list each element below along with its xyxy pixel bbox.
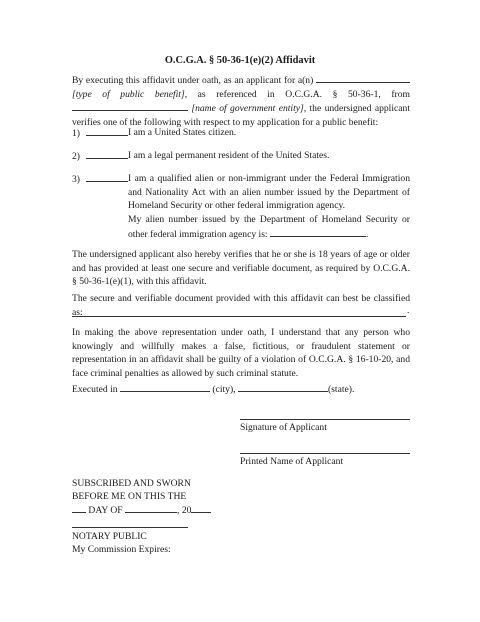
intro-part-5: , the undersigned applicant verifies one of the following with respect to my application for a public benefit:: [72, 103, 410, 128]
notary-block: [72, 530, 171, 556]
document-title: O.C.G.A. § 50-36-1(e)(2) Affidavit: [164, 55, 316, 66]
notary-signature-line[interactable]: [72, 527, 188, 528]
sworn-line-3: DAY OF , 20: [72, 503, 211, 517]
city-blank[interactable]: [120, 382, 210, 392]
penalty-statement: In making the above representation under oath, I understand that any person who knowingly and willfully makes a false, fictitious, or fraudulent statement or representation in an affidavit shall be guilty of a violation of O.C.G.A. § 16-10-20, and face criminal penalties as allowed by such criminal statute.: [72, 327, 410, 379]
executed-in-line: Executed in (city), (state).: [72, 384, 355, 395]
benefit-type-blank[interactable]: [316, 73, 410, 83]
alien-number-blank[interactable]: [270, 227, 366, 237]
signature-label: Signature of Applicant: [240, 422, 327, 433]
printed-name-line[interactable]: [240, 453, 410, 454]
state-blank[interactable]: [238, 382, 328, 392]
intro-part-3: , as referenced in O.C.G.A. § 50-36-1, from: [184, 88, 410, 100]
intro-part-1: By executing this affidavit under oath, as an applicant for a(n): [72, 75, 314, 86]
printed-name-label: Printed Name of Applicant: [240, 456, 344, 467]
commission-label: My Commission Expires:: [72, 544, 171, 555]
item-1-blank[interactable]: [86, 126, 128, 136]
document-class-period: .: [407, 305, 410, 316]
item-1-number: 1): [72, 126, 128, 141]
day-blank[interactable]: [72, 503, 86, 513]
age-statement: The undersigned applicant also hereby verifies that he or she is 18 years of age or older and has provided at least one secure and verifiable document, as required by O.C.G.A. § 50-36-1(e)(1), with this affidavit.: [72, 249, 410, 287]
alien-number-paragraph: My alien number issued by the Department of Homeland Security or other federal immigration agency is: .: [128, 214, 410, 240]
item-2-text: I am a legal permanent resident of the United States.: [128, 150, 330, 161]
entity-name-hint: [name of government entity]: [191, 103, 304, 114]
item-3-blank[interactable]: [86, 172, 128, 182]
sworn-line-2: BEFORE ME ON THIS THE: [72, 491, 187, 502]
entity-name-blank[interactable]: [72, 101, 188, 111]
item-3-text: I am a qualified alien or non-immigrant under the Federal Immigration and Nationality Act with an alien number issued by the Department of Homeland Security or other federal immigration agency.: [128, 173, 410, 211]
month-blank[interactable]: [125, 503, 177, 513]
document-class-blank[interactable]: [72, 307, 406, 317]
sworn-block: [72, 477, 211, 517]
intro-paragraph: [72, 73, 410, 129]
sworn-line-1: SUBSCRIBED AND SWORN: [72, 478, 191, 489]
item-2-blank[interactable]: [86, 149, 128, 159]
notary-label: NOTARY PUBLIC: [72, 531, 147, 542]
item-1-text: I am a United States citizen.: [128, 127, 237, 138]
document-statement: The secure and verifiable document provided with this affidavit can best be classified as:: [72, 293, 410, 318]
benefit-type-hint: [type of public benefit]: [72, 88, 185, 100]
item-2-number: 2): [72, 149, 128, 164]
signature-line[interactable]: [240, 419, 410, 420]
year-blank[interactable]: [191, 503, 211, 513]
item-3-number: 3): [72, 172, 128, 187]
